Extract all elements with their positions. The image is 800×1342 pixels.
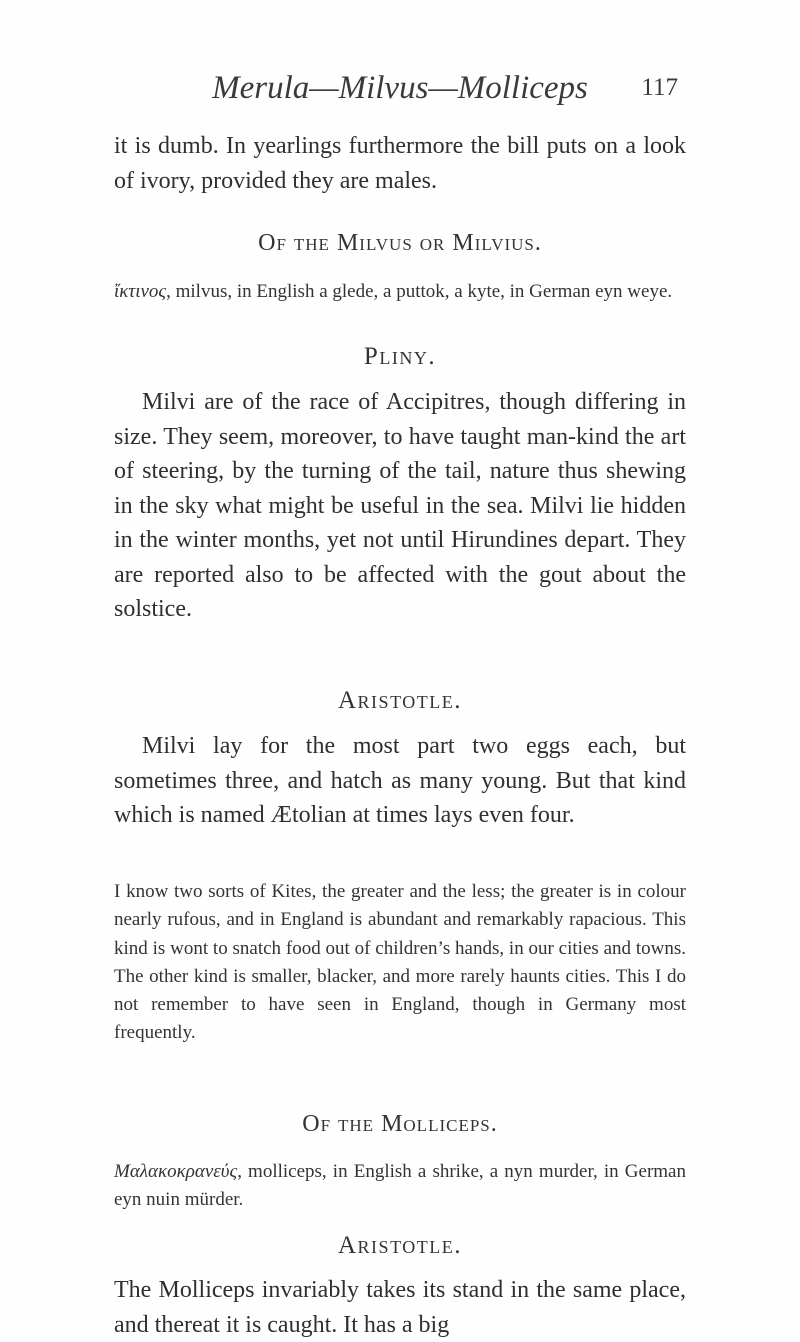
authority-heading-pliny: Pliny. — [363, 343, 437, 370]
greek-term: Μαλακοκρανεύς — [114, 1161, 238, 1182]
aristotle-paragraph: Milvi lay for the most part two eggs each, but sometimes three, and hatch as many young. But that kind which is named Ætolian at times lays even four. — [114, 733, 686, 828]
milvus-names — [114, 278, 686, 306]
greek-term: ἴκτινος — [114, 281, 167, 302]
page-number: 117 — [641, 74, 678, 101]
names-text: , milvus, in English a glede, a puttok, a kyte, in German eyn weye. — [166, 281, 673, 302]
pliny-paragraph: Milvi are of the race of Accipitres, though differing in size. They seem, moreover, to have taught man-kind the art of steering, by the turning of the tail, nature thus shewing in the sky what might be useful in the sea. Milvi lie hidden in the winter months, yet not until Hirundines depart. They are reported also to be affected with the gout about the solstice. — [114, 389, 686, 622]
section-heading-molliceps: Of the Molliceps. — [302, 1111, 498, 1137]
commentary-paragraph: I know two sorts of Kites, the greater and the less; the greater is in colour nearly rufous, and in England is abundant and remarkably rapacious. This kind is wont to snatch food out of children’s hands, in our cities and towns. The other kind is smaller, blacker, and more rarely haunts cities. This I do not remember to have seen in England, though in Germany most frequently. — [114, 881, 686, 1044]
authority-heading-aristotle-2: Aristotle. — [338, 1232, 462, 1259]
page-header — [0, 68, 800, 108]
molliceps-paragraph: The Molliceps invariably takes its stand in the same place, and thereat it is caught. It has a big — [114, 1277, 686, 1338]
section-heading-milvus: Of the Milvus or Milvius. — [258, 230, 542, 256]
molliceps-names — [114, 1158, 686, 1215]
running-title: Merula—Milvus—Molliceps — [212, 70, 588, 106]
names-text: , molliceps, in English a shrike, a nyn murder, in German eyn nuin mürder. — [114, 1161, 686, 1211]
intro-paragraph: it is dumb. In yearlings furthermore the bill puts on a look of ivory, provided they are males. — [114, 133, 686, 194]
authority-heading-aristotle: Aristotle. — [338, 687, 462, 714]
